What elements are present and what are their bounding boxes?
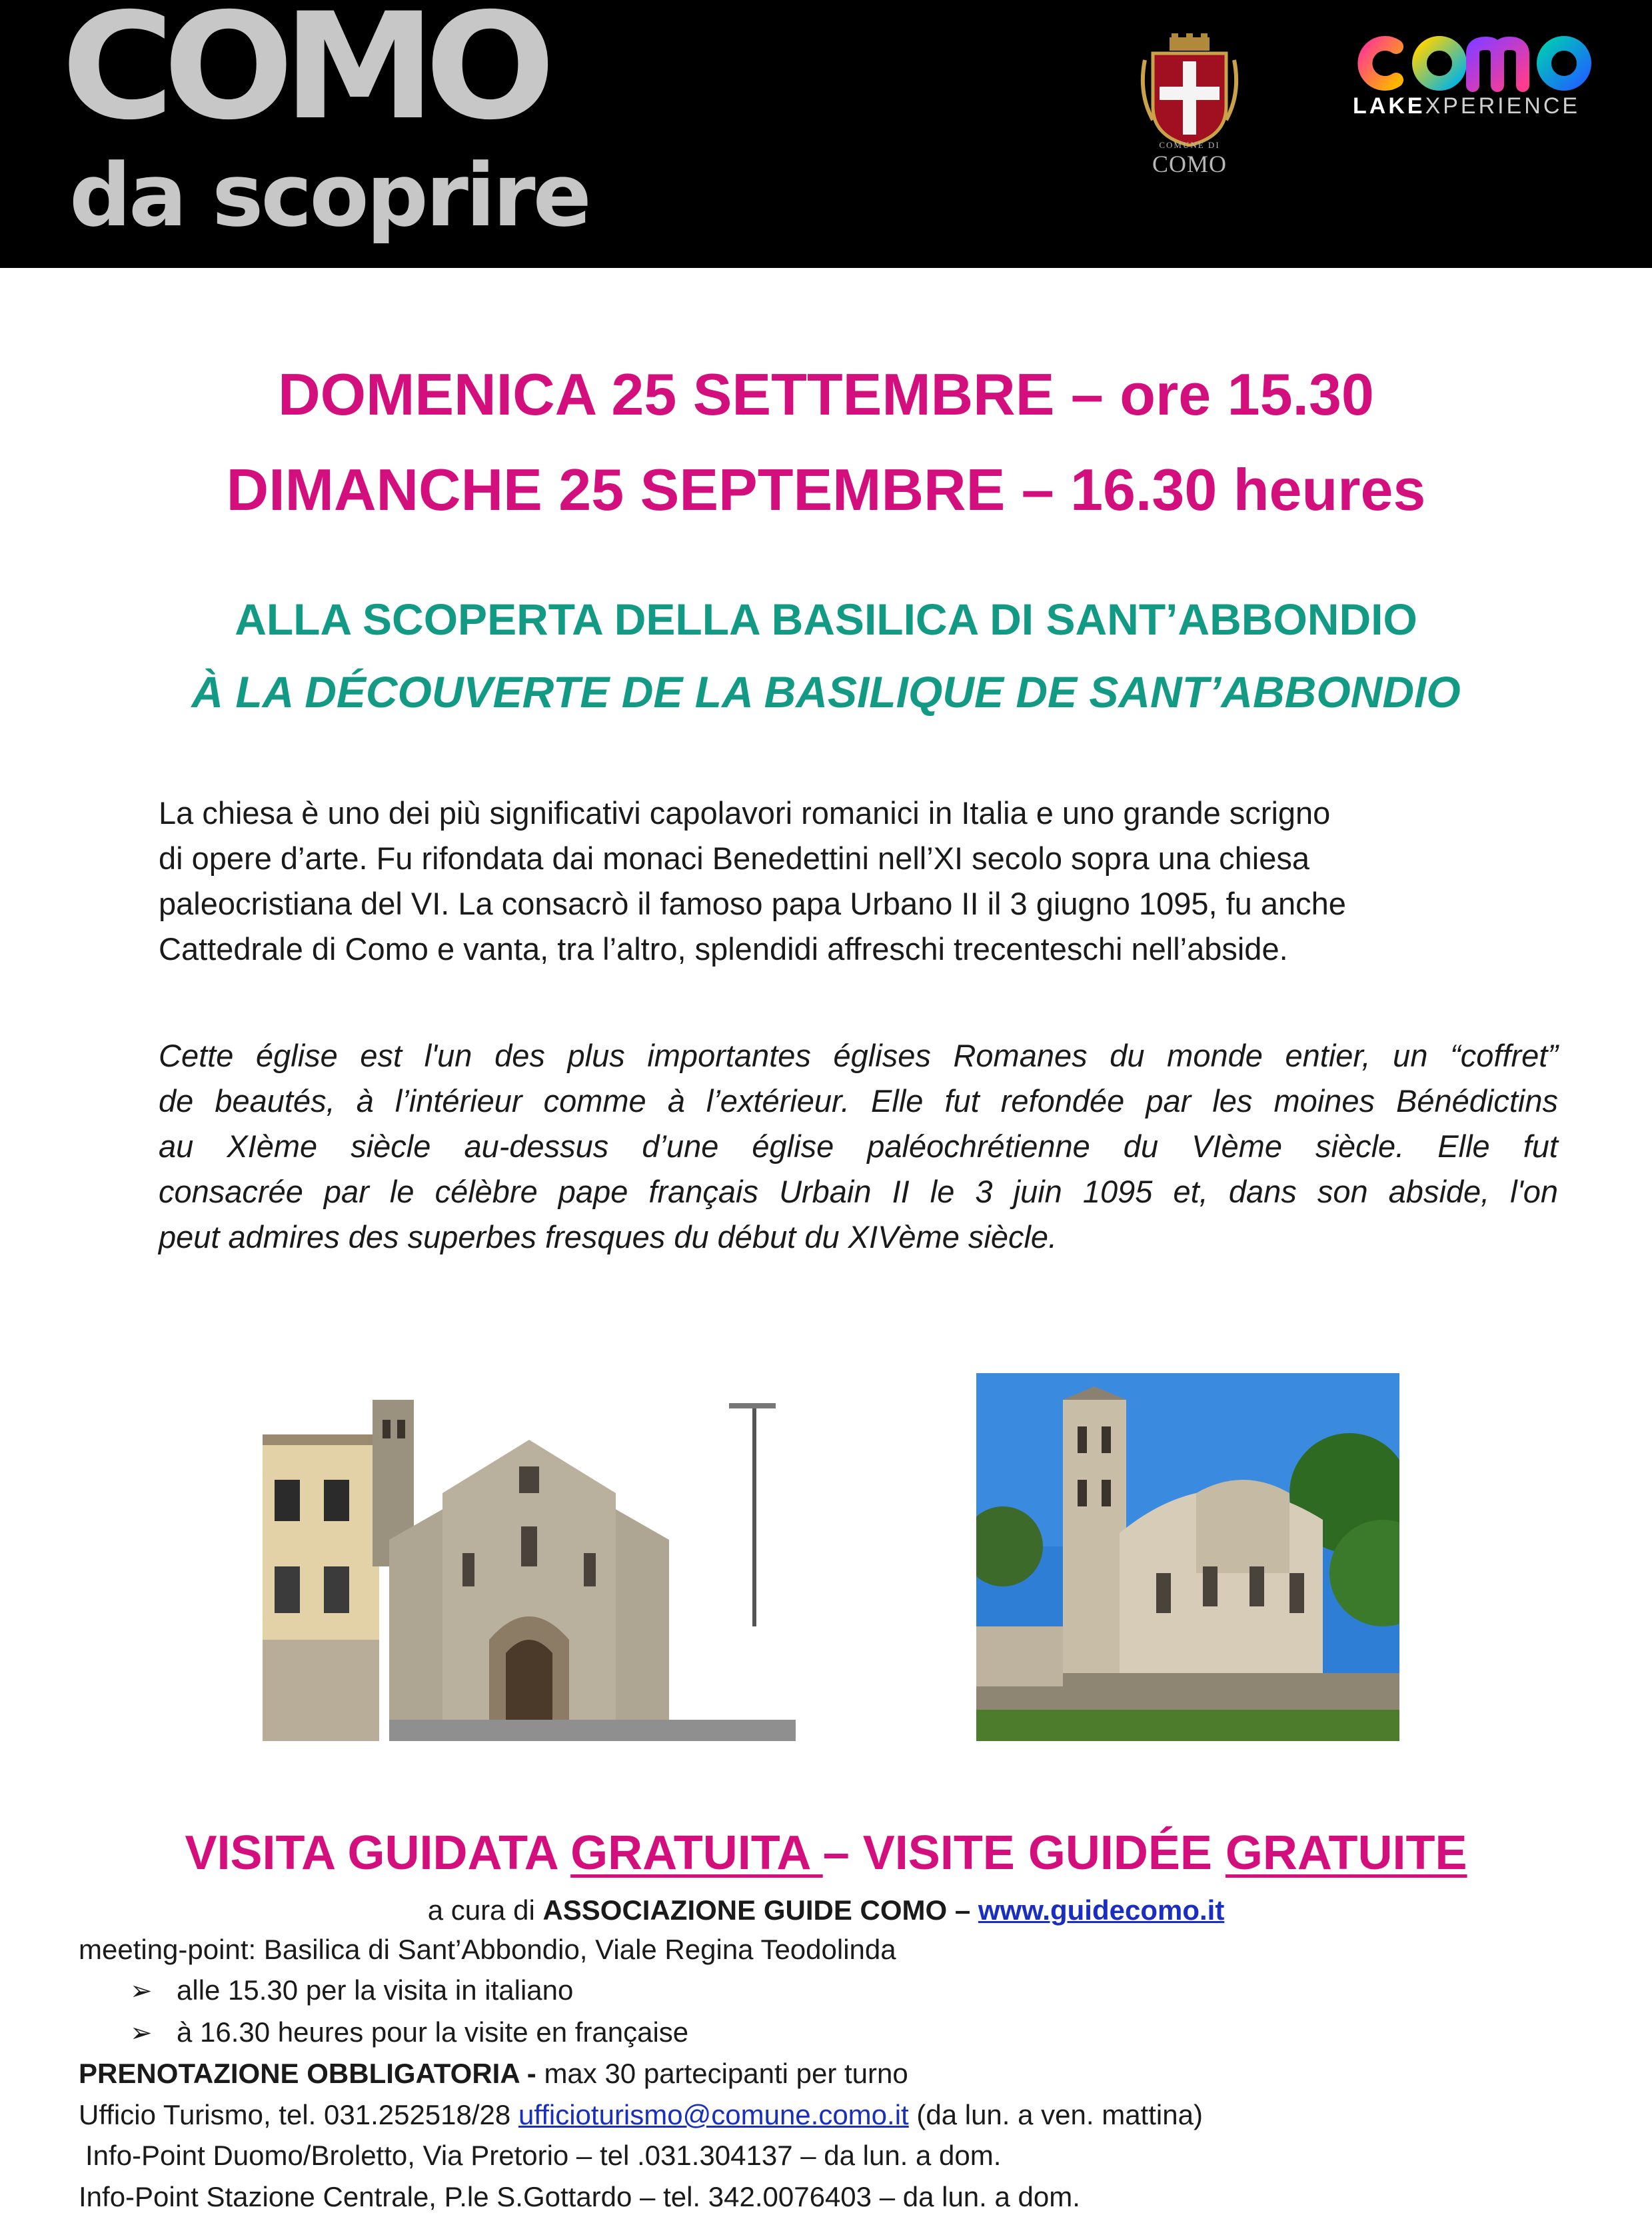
- lake-exp-bold: LAKE: [1353, 93, 1425, 119]
- description-fr-line: au XIème siècle au-dessus d’une église paléochrétienne du VIème siècle. Elle fut: [159, 1128, 1558, 1164]
- description-fr-line: Cette église est l'un des plus importantes églises Romanes du monde entier, un “coffret”: [159, 1038, 1558, 1073]
- schedule-item-italian: [130, 1972, 573, 2010]
- meeting-point: meeting-point: Basilica di Sant’Abbondio, Viale Regina Teodolinda: [79, 1934, 896, 1965]
- crest-label-city: COMO: [1152, 151, 1228, 177]
- description-italian: [159, 791, 1491, 972]
- tourist-office-hours: (da lun. a ven. mattina): [908, 2099, 1203, 2130]
- logo-como-text: COMO: [61, 0, 544, 152]
- bullet-arrow-icon: ➢: [130, 2018, 153, 2048]
- schedule-text: alle 15.30 per la visita in italiano: [177, 1974, 574, 2006]
- bullet-arrow-icon: ➢: [130, 1976, 153, 2006]
- website-link[interactable]: www.guidecomo.it: [978, 1894, 1225, 1926]
- lake-logo-word-graphic: [1349, 27, 1603, 100]
- description-fr-line: peut admires des superbes fresques du début du XIVème siècle.: [159, 1219, 1058, 1254]
- description-french: [159, 1033, 1558, 1260]
- tourist-office-line: [79, 2096, 1203, 2134]
- description-it-line: di opere d’arte. Fu rifondata dai monaci Benedettini nell’XI secolo sopra una chiesa: [159, 841, 1309, 876]
- organizer-line: [0, 1892, 1652, 1929]
- visit-headline-free-it: GRATUITA: [570, 1826, 823, 1880]
- description-fr-line: de beautés, à l’intérieur comme à l’extérieur. Elle fut refondée par les moines Bénédictins: [159, 1083, 1558, 1118]
- visit-headline-part1: VISITA GUIDATA: [185, 1826, 571, 1880]
- comune-label: [1126, 140, 1253, 177]
- organizer-name: ASSOCIAZIONE GUIDE COMO: [542, 1894, 948, 1926]
- infopoint-station: Info-Point Stazione Centrale, P.le S.Gottardo – tel. 342.0076403 – da lun. a dom.: [79, 2181, 1080, 2212]
- title-french: À LA DÉCOUVERTE DE LA BASILIQUE DE SANT’ABBONDIO: [191, 667, 1461, 717]
- tourist-office-phone: Ufficio Turismo, tel. 031.252518/28: [79, 2099, 518, 2130]
- basilica-facade-photo: [263, 1373, 796, 1741]
- organizer-prefix: a cura di: [427, 1894, 543, 1926]
- office-email-link[interactable]: ufficioturismo@comune.como.it: [518, 2099, 909, 2130]
- booking-text: max 30 partecipanti per turno: [544, 2058, 908, 2089]
- schedule-item-french: [130, 2014, 688, 2052]
- schedule-text: à 16.30 heures pour la visite en française: [177, 2016, 689, 2048]
- description-fr-line: consacrée par le célèbre pape français Urbain II le 3 juin 1095 et, dans son abside, l'on: [159, 1174, 1558, 1209]
- basilica-apse-photo: [976, 1373, 1399, 1741]
- visit-headline: [0, 1823, 1652, 1883]
- crest-label-small: COMUNE DI: [1159, 140, 1220, 150]
- booking-label: PRENOTAZIONE OBBLIGATORIA -: [79, 2058, 544, 2089]
- lake-experience-subtitle: [1353, 93, 1580, 119]
- description-it-line: La chiesa è uno dei più significativi capolavori romanici in Italia e uno grande scrigno: [159, 795, 1331, 831]
- visit-headline-part3: – VISITE GUIDÉE: [822, 1826, 1226, 1880]
- description-it-line: Cattedrale di Como e vanta, tra l’altro, splendidi affreschi trecenteschi nell’abside.: [159, 931, 1288, 967]
- lake-exp-rest: XPERIENCE: [1425, 93, 1581, 119]
- date-french: DIMANCHE 25 SEPTEMBRE – 16.30 heures: [226, 457, 1426, 523]
- header-banner: [0, 0, 1652, 268]
- description-it-line: paleocristiana del VI. La consacrò il famoso papa Urbano II il 3 giugno 1095, fu anche: [159, 886, 1346, 921]
- organizer-dash: –: [947, 1894, 978, 1926]
- visit-headline-free-fr: GRATUITE: [1225, 1826, 1467, 1880]
- booking-line: [79, 2055, 908, 2092]
- title-italian: ALLA SCOPERTA DELLA BASILICA DI SANT’ABBONDIO: [235, 595, 1417, 644]
- logo-da-scoprire-text: da scoprire: [69, 145, 589, 246]
- date-italian: DOMENICA 25 SETTEMBRE – ore 15.30: [278, 361, 1374, 427]
- infopoint-duomo: Info-Point Duomo/Broletto, Via Pretorio – tel .031.304137 – da lun. a dom.: [85, 2140, 1002, 2171]
